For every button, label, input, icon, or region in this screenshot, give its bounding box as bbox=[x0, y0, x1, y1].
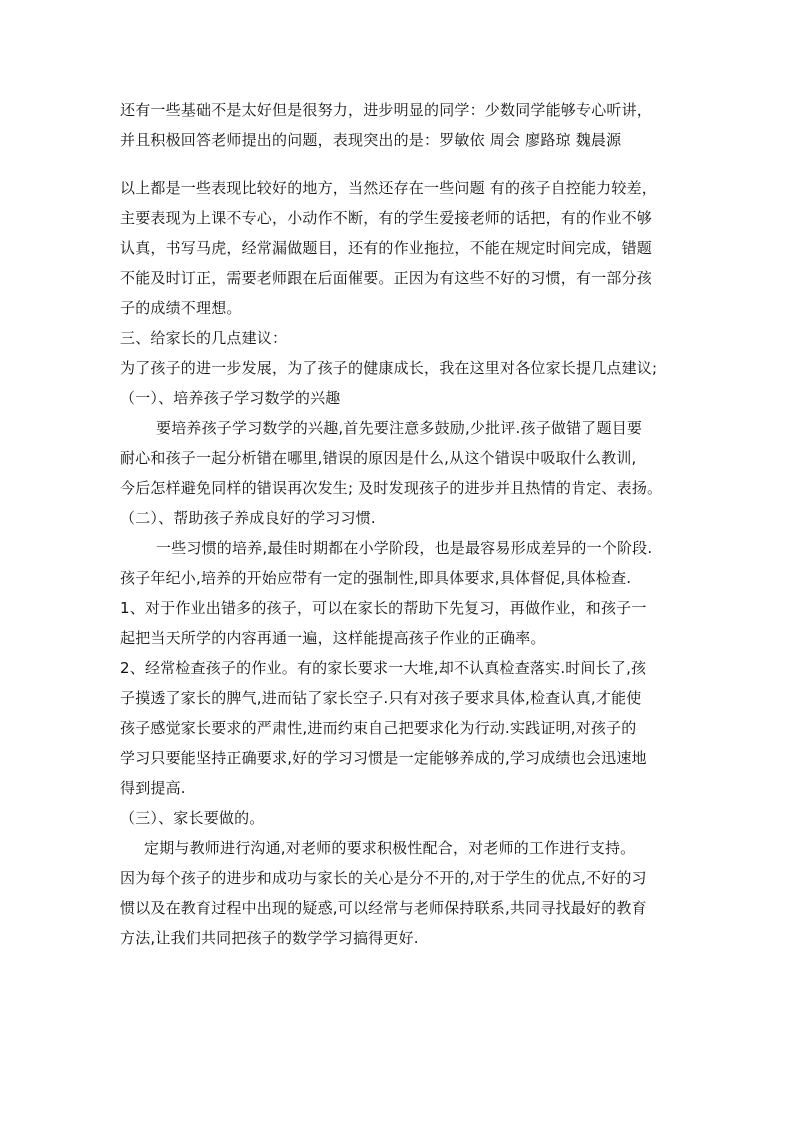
paragraph-line: 惯以及在教育过程中出现的疑惑,可以经常与老师保持联系,共同寻找最好的教育 bbox=[120, 899, 647, 917]
subsection-heading: （二）、帮助孩子养成良好的学习习惯. bbox=[120, 509, 376, 527]
paragraph-line: 并且积极回答老师提出的问题，表现突出的是：罗敏依 周会 廖路琼 魏晨源 bbox=[120, 131, 622, 149]
paragraph-line: 一些习惯的培养,最佳时期都在小学阶段，也是最容易形成差异的一个阶段. bbox=[156, 539, 653, 557]
list-item: 2、经常检查孩子的作业。有的家长要求一大堆,却不认真检查落实.时间长了,孩 bbox=[120, 659, 647, 677]
paragraph-line: 孩子年纪小,培养的开始应带有一定的强制性,即具体要求,具体督促,具体检查. bbox=[120, 569, 632, 587]
paragraph-line: 方法,让我们共同把孩子的数学学习搞得更好. bbox=[120, 929, 419, 947]
paragraph-line: 为了孩子的进一步发展，为了孩子的健康成长，我在这里对各位家长提几点建议; bbox=[120, 359, 658, 377]
list-item: 学习只要能坚持正确要求,好的学习习惯是一定能够养成的,学习成绩也会迅速地 bbox=[120, 749, 647, 767]
paragraph-line: 定期与教师进行沟通,对老师的要求积极性配合，对老师的工作进行支持。 bbox=[144, 839, 636, 857]
subsection-heading: （一）、培养孩子学习数学的兴趣 bbox=[120, 389, 341, 407]
paragraph-line: 要培养孩子学习数学的兴趣,首先要注意多鼓励,少批评.孩子做错了题目要 bbox=[156, 419, 643, 437]
paragraph-line: 今后怎样避免同样的错误再次发生; 及时发现孩子的进步并且热情的肯定、表扬。 bbox=[120, 479, 663, 497]
subsection-heading: （三）、家长要做的。 bbox=[120, 809, 265, 827]
paragraph-line: 认真，书写马虎，经常漏做题目，还有的作业拖拉，不能在规定时间完成，错题 bbox=[120, 239, 653, 257]
list-item: 子摸透了家长的脾气,进而钻了家长空子.只有对孩子要求具体,检查认真,才能使 bbox=[120, 689, 642, 707]
paragraph-line: 还有一些基础不是太好但是很努力，进步明显的同学：少数同学能够专心听讲， bbox=[120, 101, 653, 119]
paragraph-line: 因为每个孩子的进步和成功与家长的关心是分不开的,对于学生的优点,不好的习 bbox=[120, 869, 647, 887]
paragraph-line: 不能及时订正，需要老师跟在后面催要。正因为有这些不好的习惯，有一部分孩 bbox=[120, 269, 653, 287]
section-heading: 三、给家长的几点建议： bbox=[120, 329, 288, 347]
list-item: 孩子感觉家长要求的严肃性,进而约束自己把要求化为行动.实践证明,对孩子的 bbox=[120, 719, 637, 737]
list-item: 1、对于作业出错多的孩子，可以在家长的帮助下先复习，再做作业，和孩子一 bbox=[120, 599, 647, 617]
list-item: 起把当天所学的内容再通一遍，这样能提高孩子作业的正确率。 bbox=[120, 629, 546, 647]
paragraph-line: 以上都是一些表现比较好的地方，当然还存在一些问题 有的孩子自控能力较差， bbox=[120, 179, 657, 197]
list-item: 得到提高. bbox=[120, 779, 186, 797]
paragraph-line: 耐心和孩子一起分析错在哪里,错误的原因是什么,从这个错误中吸取什么教训, bbox=[120, 449, 637, 467]
paragraph-line: 子的成绩不理想。 bbox=[120, 299, 242, 317]
paragraph-line: 主要表现为上课不专心，小动作不断，有的学生爱接老师的话把，有的作业不够 bbox=[120, 209, 653, 227]
